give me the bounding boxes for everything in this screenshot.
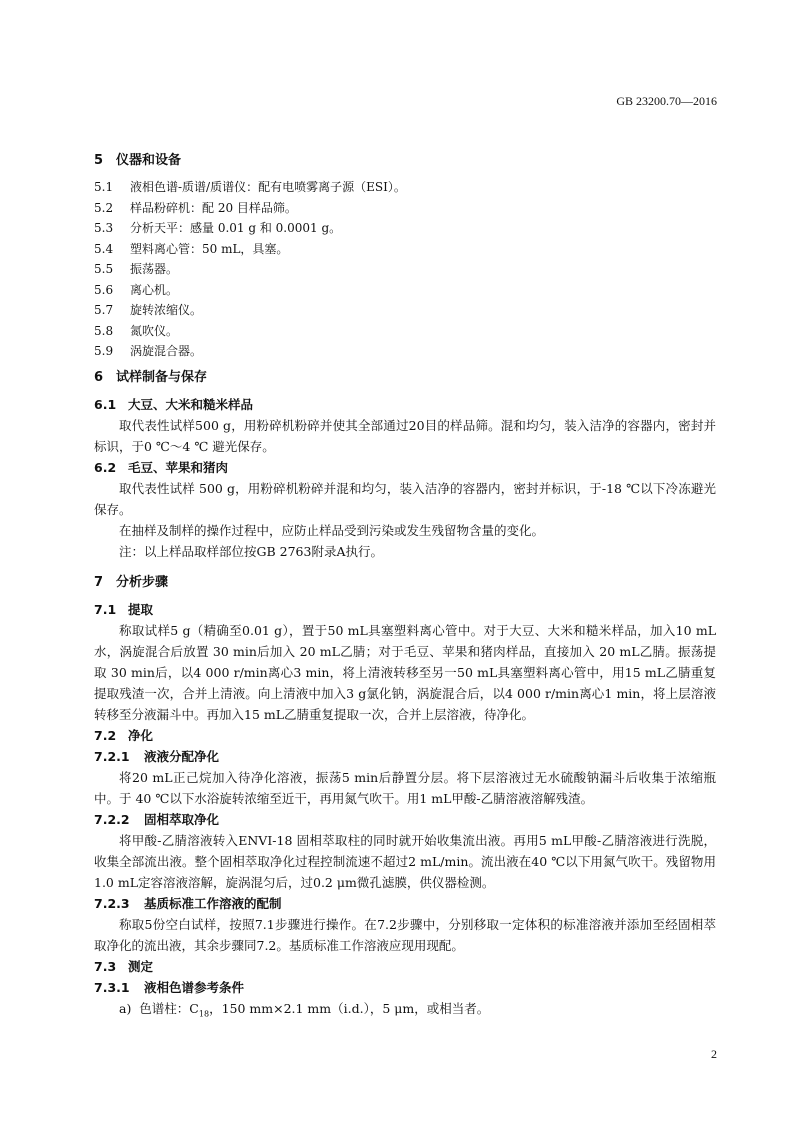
section-title: 测定: [128, 958, 154, 974]
equipment-item: [94, 321, 716, 342]
item-number: 5.7: [94, 303, 114, 317]
standard-code: GB 23200.70—2016: [616, 94, 717, 108]
section-7-2-3-heading: [94, 893, 716, 914]
item-text: 液相色谱-质谱/质谱仪：配有电喷雾离子源（ESI）。: [130, 180, 406, 194]
item-text: 离心机。: [130, 282, 179, 297]
item-number: 5.8: [94, 323, 114, 338]
section-7-1-heading: [94, 599, 716, 620]
section-number: 7: [94, 574, 104, 590]
section-7-2-1-heading: [94, 746, 716, 767]
equipment-item: [94, 259, 716, 280]
item-text: 分析天平：感量 0.01 g 和 0.0001 g。: [130, 221, 342, 235]
item-number: 5.4: [94, 241, 114, 256]
item-label: a): [119, 1000, 132, 1016]
section-number: 6.2: [94, 459, 117, 475]
section-5-heading: [94, 150, 716, 172]
section-number: 6: [94, 369, 104, 385]
paragraph: 取代表性试样500 g，用粉碎机粉碎并使其全部通过20目的样品筛。混和均匀，装入洁净的容器内，密封并标识，于0 ℃～4 ℃ 避光保存。: [94, 417, 716, 454]
section-number: 7.1: [94, 601, 117, 617]
section-number: 7.3: [94, 958, 117, 974]
item-text: 塑料离心管：50 mL，具塞。: [130, 241, 289, 256]
item-text: 样品粉碎机：配 20 目样品筛。: [130, 200, 297, 215]
item-number: 5.1: [94, 180, 114, 194]
section-6-heading: [94, 367, 716, 389]
paragraph: 称取试样5 g（精确至0.01 g），置于50 mL具塞塑料离心管中。对于大豆、大米和糙米样品，加入10 mL 水，涡旋混合后放置 30 min后加入 20 mL乙腈；对于毛豆、苹果和猪肉样品，直接加入 20 mL乙腈。振荡提取 30 min后，以4 000 r/min离心3 min，将上清液转移至另一50 mL具塞塑料离心管中，用15 mL乙腈重复提取残渣一次，合并上清液。向上清液中加入3 g氯化钠，涡旋混合后，以4 000 r/min离心1 min，将上层溶液转移至分液漏斗中。再加入15 mL乙腈重复提取一次，合并上层溶液，待净化。: [94, 622, 716, 722]
document-body: [94, 150, 716, 1024]
item-number: 5.2: [94, 200, 114, 215]
section-number: 7.2: [94, 727, 117, 743]
section-title: 固相萃取净化: [144, 811, 220, 827]
section-7-3-heading: [94, 956, 716, 977]
item-text: 氮吹仪。: [130, 323, 179, 338]
section-title: 毛豆、苹果和猪肉: [128, 459, 229, 475]
section-number: 6.1: [94, 396, 117, 412]
section-number: 7.2.3: [94, 895, 130, 911]
section-7-2-heading: [94, 725, 716, 746]
section-title: 仪器和设备: [116, 153, 182, 168]
equipment-item: [94, 341, 716, 362]
paragraph: 取代表性试样 500 g，用粉碎机粉碎并混和均匀，装入洁净的容器内，密封并标识，于-18 ℃以下冷冻避光保存。: [94, 480, 716, 517]
section-number: 5: [94, 153, 104, 168]
item-number: 5.5: [94, 262, 114, 276]
equipment-list: [94, 177, 716, 362]
equipment-item: [94, 280, 716, 301]
section-title: 提取: [128, 601, 154, 617]
paragraph: 将20 mL正己烷加入待净化溶液，振荡5 min后静置分层。将下层溶液过无水硫酸钠漏斗后收集于浓缩瓶中。于 40 ℃以下水浴旋转浓缩至近干，再用氮气吹干。用1 mL甲酸-乙腈溶液溶解残渣。: [94, 769, 716, 806]
section-6-1-heading: [94, 394, 716, 415]
item-text: 涡旋混合器。: [130, 344, 203, 358]
paragraph: 称取5份空白试样，按照7.1步骤进行操作。在7.2步骤中，分别移取一定体积的标准溶液并添加至经固相萃取净化的流出液，其余步骤同7.2。基质标准工作溶液应现用现配。: [94, 916, 716, 953]
section-number: 7.3.1: [94, 979, 130, 995]
item-number: 5.3: [94, 221, 114, 235]
section-title: 分析步骤: [116, 574, 169, 590]
item-number: 5.9: [94, 344, 114, 358]
section-title: 液液分配净化: [144, 748, 220, 764]
list-item-a: [94, 998, 716, 1025]
paragraph: 在抽样及制样的操作过程中，应防止样品受到污染或发生残留物含量的变化。: [119, 522, 545, 538]
item-text-post: ，150 mm×2.1 mm（i.d.），5 μm，或相当者。: [209, 1000, 490, 1016]
equipment-item: [94, 218, 716, 239]
page-number: 2: [711, 1047, 717, 1061]
equipment-item: [94, 300, 716, 321]
section-number: 7.2.1: [94, 748, 130, 764]
item-number: 5.6: [94, 282, 114, 297]
section-title: 基质标准工作溶液的配制: [144, 895, 282, 911]
item-text-pre: 色谱柱：C: [139, 1000, 199, 1016]
equipment-item: [94, 177, 716, 198]
section-7-3-1-heading: [94, 977, 716, 998]
equipment-item: [94, 198, 716, 219]
section-6-2-heading: [94, 457, 716, 478]
section-7-2-2-heading: [94, 809, 716, 830]
item-text: 旋转浓缩仪。: [130, 303, 203, 317]
section-number: 7.2.2: [94, 811, 130, 827]
section-title: 液相色谱参考条件: [144, 979, 245, 995]
section-title: 大豆、大米和糙米样品: [128, 396, 254, 412]
paragraph: 将甲酸-乙腈溶液转入ENVI-18 固相萃取柱的同时就开始收集流出液。再用5 mL甲酸-乙腈溶液进行洗脱，收集全部流出液。整个固相萃取净化过程控制流速不超过2 mL/min。流出液在40 ℃以下用氮气吹干。残留物用1.0 mL定容溶液溶解，旋涡混匀后，过0.2 μm微孔滤膜，供仪器检测。: [94, 832, 716, 890]
item-text: 振荡器。: [130, 262, 179, 276]
note: 注：以上样品取样部位按GB 2763附录A执行。: [119, 543, 383, 559]
equipment-item: [94, 239, 716, 260]
subscript: 18: [198, 1009, 210, 1018]
section-title: 净化: [128, 727, 154, 743]
section-title: 试样制备与保存: [116, 369, 208, 385]
section-7-heading: [94, 572, 716, 594]
